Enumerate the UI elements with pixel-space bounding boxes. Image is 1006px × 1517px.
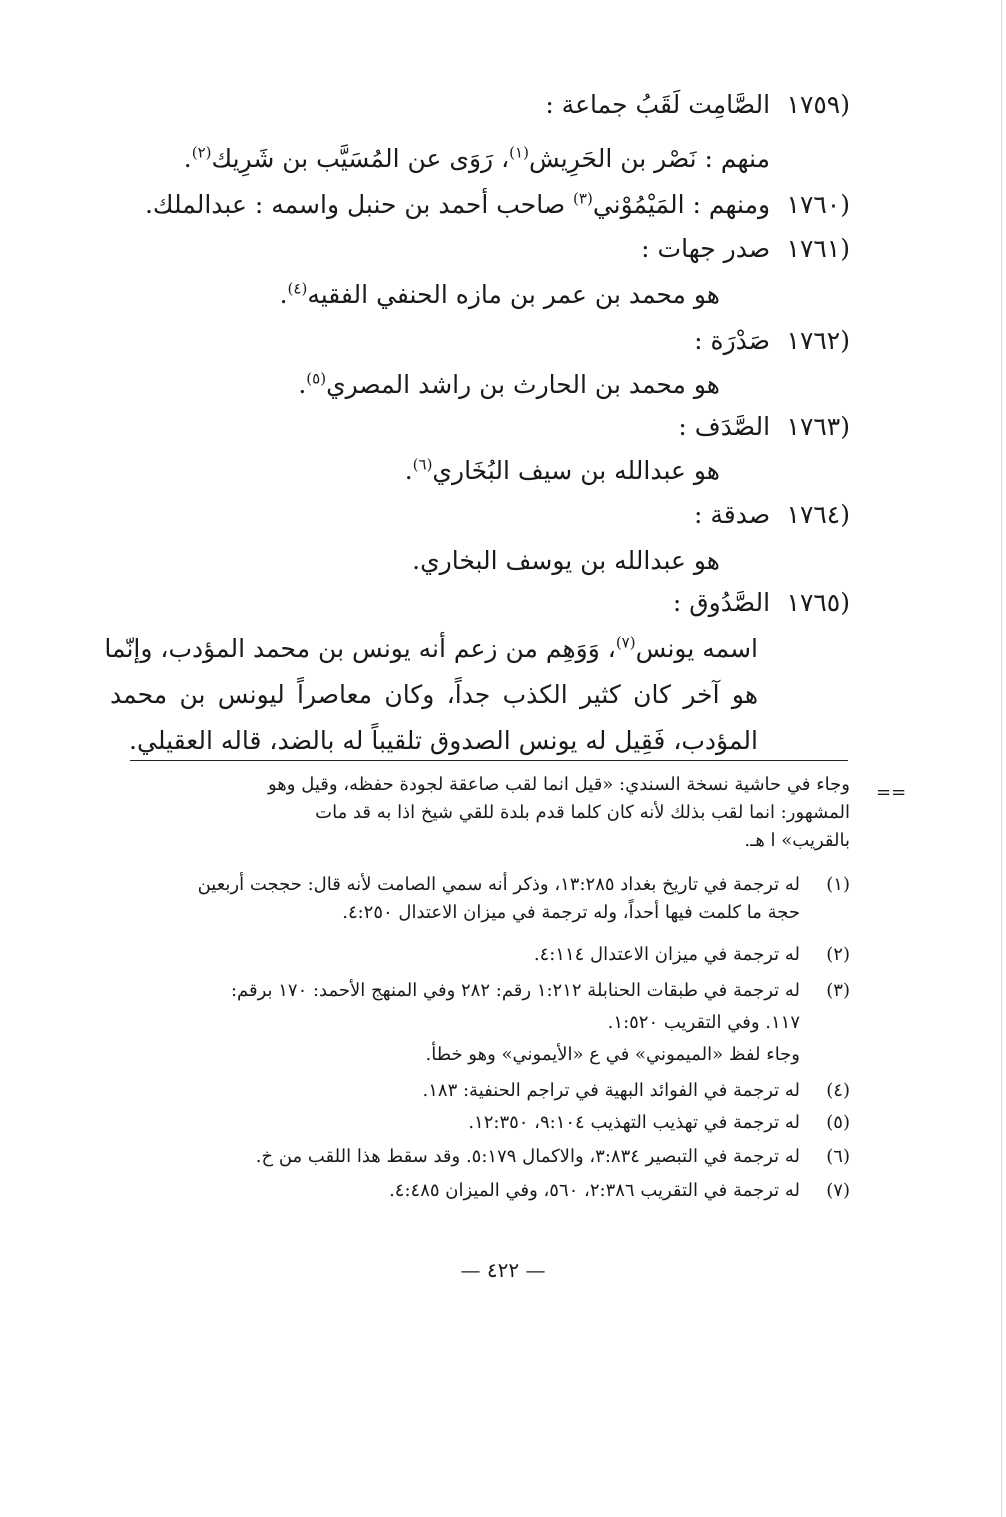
footnote-3 — [231, 978, 850, 1004]
footnote-ref: (٣) — [573, 189, 593, 208]
footnote-text: له ترجمة في ميزان الاعتدال ٤:١١٤. — [533, 944, 800, 965]
footnote-ref: (٦) — [412, 455, 433, 474]
page-edge-line — [1001, 0, 1002, 1517]
footnote-text: حجة ما كلمت فيها أحداً، وله ترجمة في ميزان الاعتدال ٤:٢٥٠. — [342, 902, 800, 923]
entry-body — [405, 454, 720, 488]
footnote-number: (١) — [826, 874, 850, 895]
entry-body: هو عبدالله بن يوسف البخاري. — [412, 546, 720, 575]
body-text: ومنهم : المَيْمُوْني — [592, 190, 771, 219]
body-text: . — [298, 370, 307, 399]
entry-body — [298, 368, 720, 402]
footnote-continuation-line: بالقريب» ا هـ. — [744, 830, 850, 851]
body-text: منهم : نَصْر بن الحَرِيش — [528, 144, 770, 173]
entry-body — [280, 278, 720, 312]
footnote-ref: (٢) — [191, 143, 212, 162]
footnote-text: له ترجمة في طبقات الحنابلة ١:٢١٢ رقم: ٢٨٢ وفي المنهج الأحمد: ١٧٠ برقم: — [230, 980, 800, 1001]
footnote-ref: (٤) — [287, 279, 308, 298]
entry-1762 — [694, 324, 850, 358]
footnote-text: له ترجمة في التقريب ٢:٣٨٦، ٥٦٠، وفي الميزان ٤:٤٨٥. — [389, 1180, 800, 1201]
body-text: هو عبدالله بن سيف البُخَاري — [432, 456, 720, 485]
footnote-continuation-line: وجاء في حاشية نسخة السندي: «قيل انما لقب صاعقة لجودة حفظه، وقيل وهو — [268, 774, 850, 795]
footnote-number: (٤) — [826, 1080, 850, 1101]
footnote-number: (٣) — [826, 980, 850, 1001]
entry-number: (١٧٥٩ — [786, 90, 850, 119]
entry-title: صَدْرَة : — [694, 326, 771, 355]
footnote-text: له ترجمة في التبصير ٣:٨٣٤، والاكمال ٥:١٧٩. وقد سقط هذا اللقب من خ. — [255, 1146, 800, 1167]
entry-number: (١٧٦١ — [786, 234, 850, 263]
entry-title: صدقة : — [693, 500, 771, 529]
entry-1760 — [145, 188, 850, 222]
entry-body: هو آخر كان كثير الكذب جداً، وكان معاصراً ليونس بن محمد — [110, 680, 758, 709]
footnote-1 — [198, 872, 850, 898]
entry-title: الصَّدُوق : — [672, 588, 771, 617]
entry-body: المؤدب، فَقِيل له يونس الصدوق تلقيباً له بالضد، قاله العقيلي. — [129, 726, 758, 755]
body-text: صاحب أحمد بن حنبل واسمه : عبدالملك. — [144, 190, 574, 219]
footnote-5 — [468, 1110, 850, 1136]
footnote-text: وجاء لفظ «الميموني» في ع «الأيموني» وهو خطأ. — [425, 1044, 800, 1065]
entry-body — [104, 632, 758, 666]
entry-title: الصَّامِت لَقَبُ جماعة : — [545, 90, 771, 119]
footnote-text: ١١٧. وفي التقريب ١:٥٢٠. — [607, 1012, 800, 1033]
footnote-separator — [130, 760, 848, 761]
footnote-text: له ترجمة في تاريخ بغداد ١٣:٢٨٥، وذكر أنه سمي الصامت لأنه قال: حججت أربعين — [197, 874, 800, 895]
entry-1759 — [545, 88, 850, 122]
footnote-ref: (٧) — [615, 633, 636, 652]
footnote-2 — [534, 942, 850, 968]
footnote-text: له ترجمة في الفوائد البهية في تراجم الحنفية: ١٨٣. — [422, 1080, 800, 1101]
footnote-number: (٥) — [826, 1112, 850, 1133]
footnote-6 — [256, 1144, 850, 1170]
body-text: ، وَوَهِم من زعم أنه يونس بن محمد المؤدب، وإنّما — [104, 634, 616, 663]
footnote-text: له ترجمة في تهذيب التهذيب ٩:١٠٤، ١٢:٣٥٠. — [468, 1112, 800, 1133]
entry-number: (١٧٦٠ — [786, 190, 850, 219]
footnote-number: (٦) — [826, 1146, 850, 1167]
entry-1763 — [678, 410, 850, 444]
body-text: هو محمد بن الحارث بن راشد المصري — [326, 370, 720, 399]
body-text: . — [404, 456, 413, 485]
entry-number: (١٧٦٢ — [786, 326, 850, 355]
entry-number: (١٧٦٣ — [786, 412, 850, 441]
footnote-4 — [423, 1078, 850, 1104]
entry-body — [184, 142, 770, 176]
entry-title: الصَّدَف : — [678, 412, 771, 441]
footnote-ref: (٥) — [306, 369, 327, 388]
page-number: — ٤٢٢ — — [460, 1258, 546, 1282]
entry-title: صدر جهات : — [641, 234, 771, 263]
body-text: ، رَوَى عن المُسَيَّب بن شَرِيك — [211, 144, 510, 173]
entry-1765 — [673, 586, 850, 620]
footnote-number: (٧) — [826, 1180, 850, 1201]
footnote-number: (٢) — [826, 944, 850, 965]
entry-1764 — [694, 498, 850, 532]
continuation-mark: == — [876, 782, 907, 803]
body-text: . — [183, 144, 192, 173]
body-text: اسمه يونس — [635, 634, 758, 663]
footnote-7 — [389, 1178, 850, 1204]
body-text: هو محمد بن عمر بن مازه الحنفي الفقيه — [307, 280, 720, 309]
footnote-continuation-line: المشهور: انما لقب بذلك لأنه كان كلما قدم بلدة للقي شيخ اذا به قد مات — [315, 802, 850, 823]
entry-number: (١٧٦٥ — [786, 588, 850, 617]
body-text: . — [279, 280, 288, 309]
footnote-ref: (١) — [509, 143, 529, 162]
entry-number: (١٧٦٤ — [786, 500, 850, 529]
entry-1761 — [641, 232, 850, 266]
